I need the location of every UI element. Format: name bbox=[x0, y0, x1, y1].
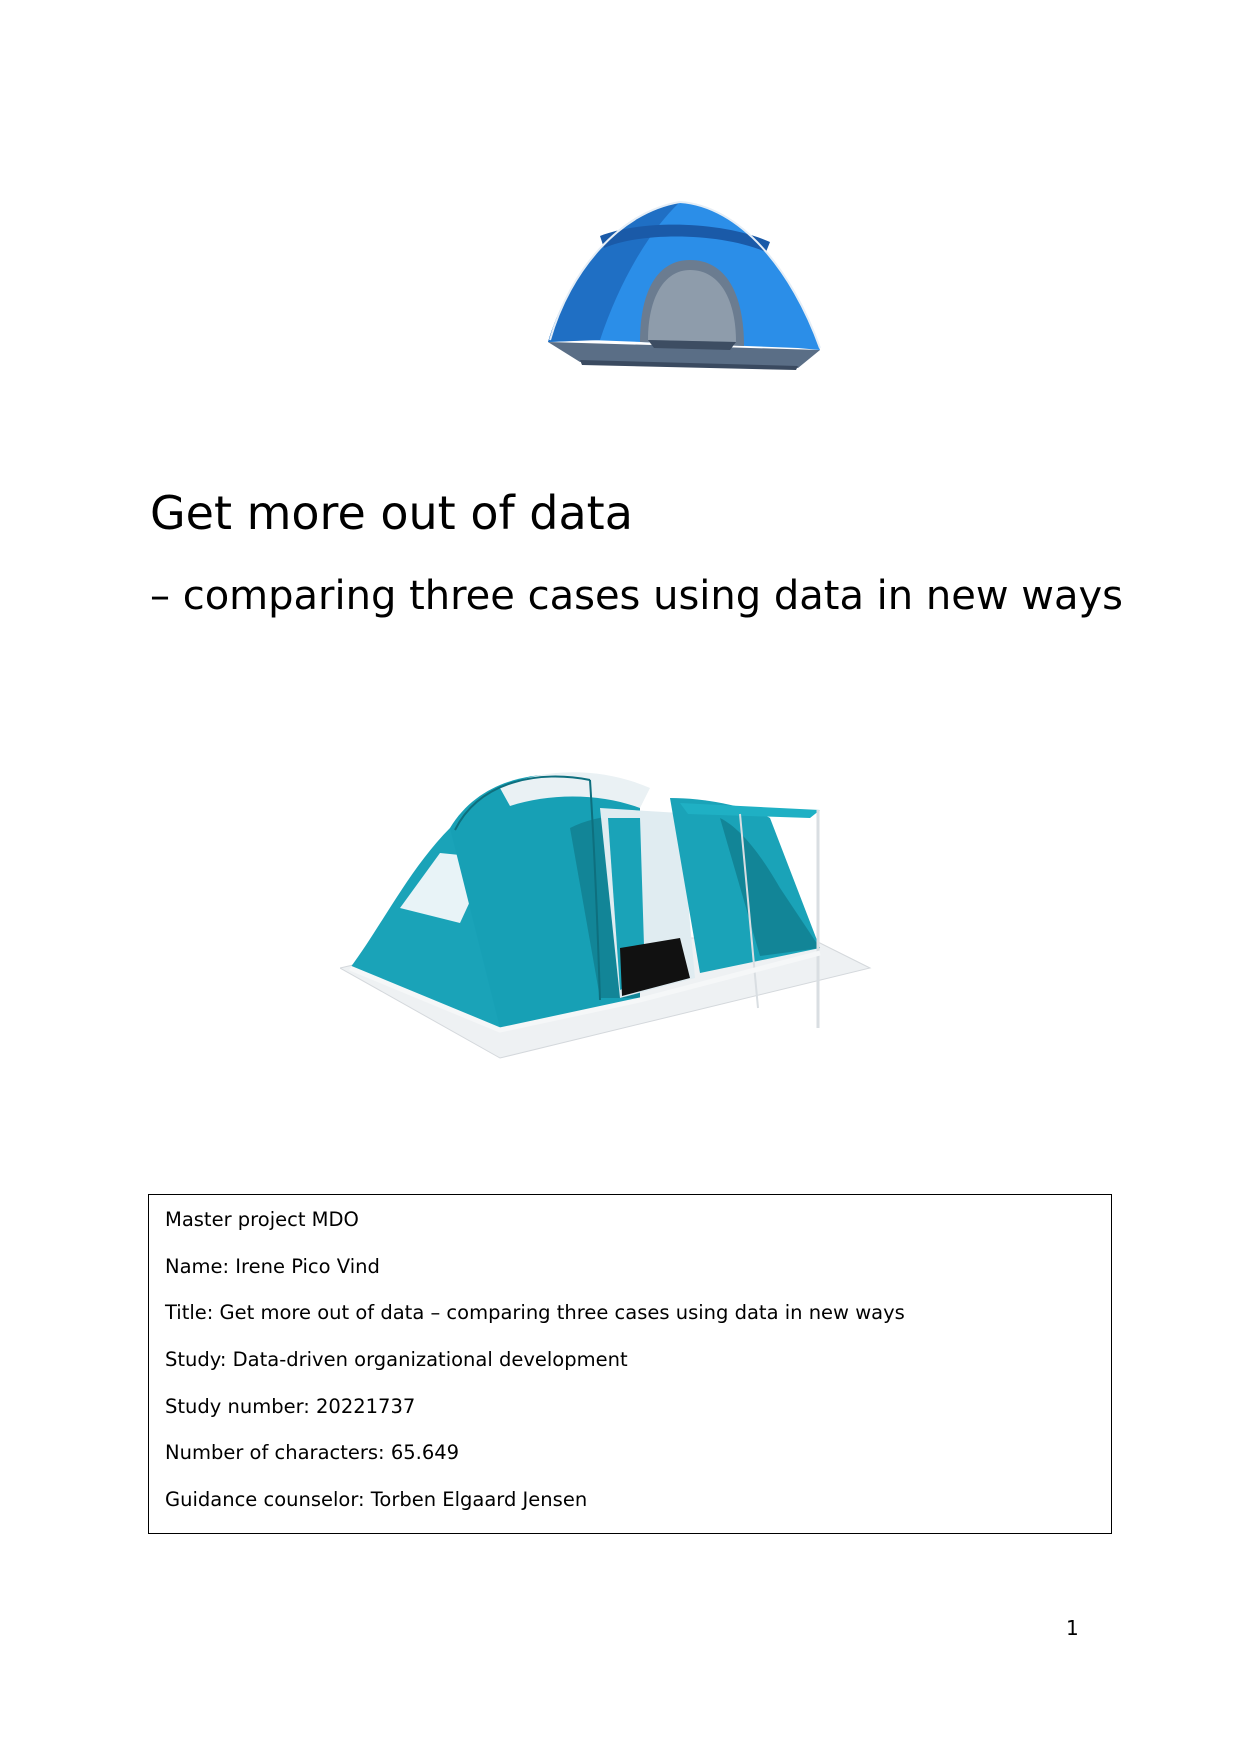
info-line-study-number: Study number: 20221737 bbox=[165, 1394, 416, 1418]
document-subtitle: – comparing three cases using data in new ways bbox=[150, 573, 1123, 619]
info-line-characters: Number of characters: 65.649 bbox=[165, 1441, 460, 1465]
large-tent-image bbox=[340, 758, 880, 1078]
info-line-title: Title: Get more out of data – comparing three cases using data in new ways bbox=[165, 1301, 905, 1325]
project-info-box bbox=[148, 1194, 1112, 1534]
info-line-study: Study: Data-driven organizational development bbox=[165, 1348, 628, 1372]
small-tent-image bbox=[530, 190, 840, 380]
info-line-name: Name: Irene Pico Vind bbox=[165, 1254, 380, 1278]
info-line-counselor: Guidance counselor: Torben Elgaard Jensen bbox=[165, 1488, 588, 1512]
page-number: 1 bbox=[1066, 1616, 1079, 1640]
info-line-project: Master project MDO bbox=[165, 1208, 359, 1231]
document-title: Get more out of data bbox=[150, 486, 633, 540]
